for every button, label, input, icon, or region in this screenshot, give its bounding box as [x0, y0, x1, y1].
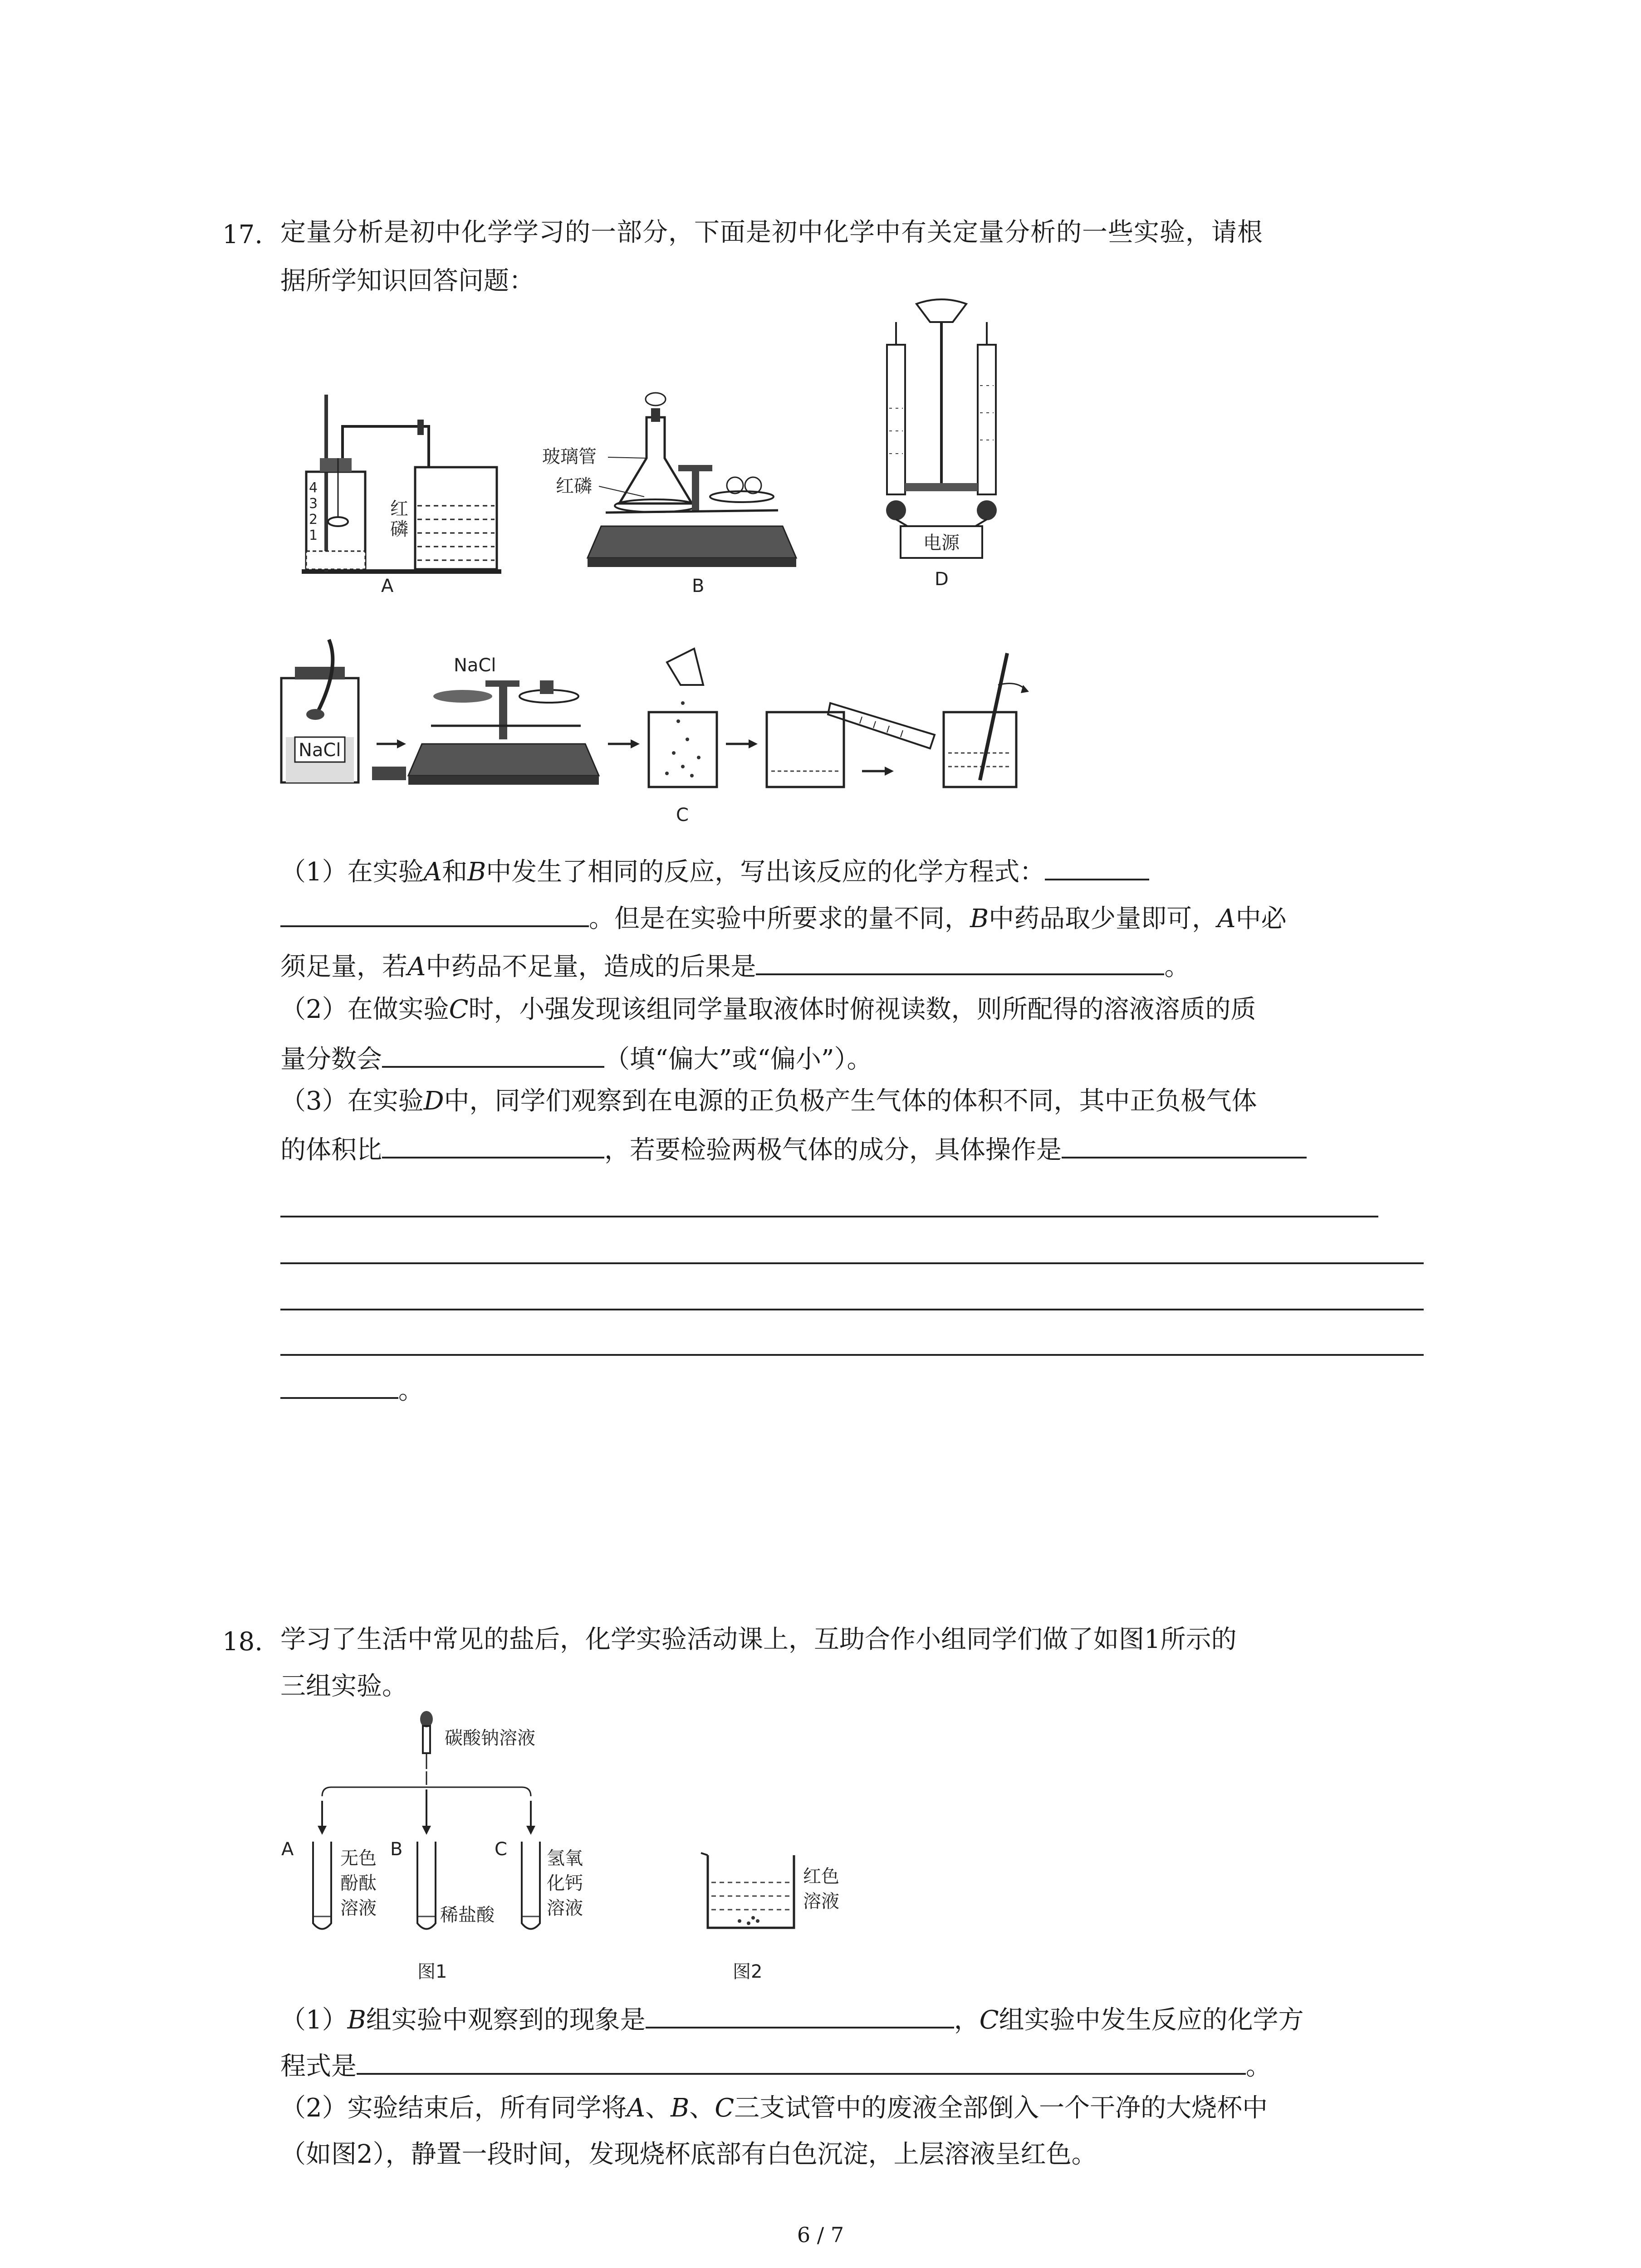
page-number: 6 / 7 [797, 2223, 844, 2247]
q18-intro-line2: 三组实验。 [280, 1672, 407, 1701]
figure-A-label: A [381, 576, 394, 596]
q18-p1-text-c: ， [954, 2005, 980, 2035]
q18-p1-var-B: B [347, 2005, 366, 2035]
figure-1-label: 图1 [417, 1961, 447, 1982]
q18-p2-sep-1: 、 [645, 2093, 671, 2123]
q17-p2-answer-blank[interactable] [382, 1043, 604, 1068]
q17-p3-answer-rule-4[interactable] [280, 1354, 1424, 1356]
q17-p1-line2-text-c: 中必 [1235, 904, 1287, 934]
q18-p1-var-C: C [979, 2005, 999, 2035]
tube-C-solution-1: 氢氧 [547, 1848, 583, 1869]
q17-p2-line2-text-b: （填“偏大”或“偏小”）。 [604, 1045, 872, 1074]
q17-part1-line2 [280, 903, 1287, 932]
red-phosphorus-B-label: 红磷 [556, 476, 592, 497]
q17-p2-text-a: （2）在做实验 [280, 995, 449, 1024]
red-phosphorus-label-2: 磷 [390, 519, 408, 540]
q17-p3-line2-text-b: ，若要检验两极气体的成分，具体操作是 [604, 1135, 1062, 1165]
q18-p1-line2-text-a: 程式是 [280, 2052, 357, 2081]
q18-p2-text-a: （2）实验结束后，所有同学将 [280, 2093, 627, 2123]
q17-part2-line2 [280, 1043, 872, 1072]
nacl-balance-label: NaCl [454, 655, 496, 676]
q18-number: 18. [222, 1627, 263, 1657]
q18-figure [272, 1710, 885, 1987]
jar-scale-3: 3 [309, 496, 318, 512]
q18-p2-sep-2: 、 [689, 2093, 715, 2123]
q17-p1-line2-var-A: A [1217, 904, 1236, 934]
glass-tube-label: 玻璃管 [542, 446, 597, 467]
jar-scale-4: 4 [309, 480, 318, 496]
q18-part1-line2 [280, 2050, 1271, 2079]
q18-p1-answer-blank-2[interactable] [357, 2050, 1246, 2075]
nacl-jar-label: NaCl [299, 740, 341, 761]
q17-p1-line2-var-B: B [970, 904, 989, 934]
jar-scale-1: 1 [309, 528, 318, 543]
tube-A-solution-3: 溶液 [340, 1898, 377, 1919]
q17-p3-var-D: D [423, 1086, 444, 1116]
q18-p1-text-a: （1） [280, 2005, 348, 2035]
q17-part3-end [280, 1374, 424, 1403]
q17-p3-end-mark: 。 [398, 1376, 424, 1405]
q18-part2-line2: （如图2），静置一段时间，发现烧杯底部有白色沉淀，上层溶液呈红色。 [280, 2140, 1097, 2169]
beaker-solution-2: 溶液 [803, 1891, 839, 1912]
q18-p1-text-b: 组实验中观察到的现象是 [366, 2005, 646, 2035]
jar-scale-2: 2 [309, 512, 318, 528]
q18-p1-text-d: 组实验中发生反应的化学方 [999, 2005, 1304, 2035]
q17-p2-text-b: 时，小强发现该组同学量取液体时俯视读数，则所配得的溶液溶质的质 [468, 995, 1256, 1024]
q18-intro-line1: 学习了生活中常见的盐后，化学实验活动课上，互助合作小组同学们做了如图1所示的 [280, 1625, 1237, 1654]
q18-part1-line1 [280, 2004, 1304, 2033]
q17-part1-line3 [280, 951, 1190, 980]
q17-p1-answer-blank-3[interactable] [756, 951, 1164, 975]
figure-A-oxygen-content [297, 390, 510, 596]
tube-C-label: C [495, 1839, 507, 1860]
q17-p1-var-A: A [423, 857, 442, 887]
q17-intro-line2: 据所学知识回答问题： [280, 266, 534, 296]
tube-C-solution-3: 溶液 [547, 1898, 583, 1919]
tube-B-label: B [390, 1839, 403, 1860]
q17-number: 17. [222, 220, 263, 249]
q18-part2-line1 [280, 2093, 1268, 2123]
q17-part3-line2 [280, 1134, 1307, 1163]
tube-C-solution-2: 化钙 [547, 1873, 583, 1894]
tube-B-solution: 稀盐酸 [440, 1905, 495, 1926]
figure-B-label: B [692, 576, 705, 596]
q17-p1-text-c: 中发生了相同的反应，写出该反应的化学方程式： [486, 857, 1045, 887]
tube-A-label: A [281, 1839, 294, 1860]
q18-p2-var-C: C [715, 2093, 735, 2123]
q17-p1-answer-blank-1[interactable] [1045, 856, 1149, 880]
q17-p1-answer-blank-2[interactable] [280, 903, 589, 927]
q17-p1-line2-text-b: 中药品取少量即可， [989, 904, 1218, 934]
q17-p1-text-b: 和 [442, 857, 468, 887]
figure-B-mass-conservation [542, 390, 796, 596]
q17-p3-answer-rule-1[interactable] [280, 1216, 1378, 1217]
q17-intro-line1: 定量分析是初中化学学习的一部分，下面是初中化学中有关定量分析的一些实验，请根 [280, 218, 1263, 247]
q18-p2-var-B: B [671, 2093, 690, 2123]
q17-p1-line3-text-a: 须足量，若 [280, 952, 407, 982]
q17-p1-text-a: （1）在实验 [280, 857, 424, 887]
figure-D-electrolysis [867, 295, 1016, 590]
q17-part2-line1 [280, 997, 1256, 1022]
power-source-label: 电源 [923, 533, 960, 553]
q17-p2-line2-text-a: 量分数会 [280, 1045, 382, 1074]
q17-part3-line1 [280, 1086, 1257, 1116]
q17-p1-line3-var-A: A [407, 952, 426, 982]
figure-2-label: 图2 [733, 1961, 763, 1982]
beaker-solution-1: 红色 [803, 1866, 839, 1887]
q17-p2-var-C: C [449, 995, 469, 1024]
figure-D-label: D [935, 569, 949, 590]
q17-p1-line3-end: 。 [1164, 952, 1190, 982]
q17-p3-answer-rule-3[interactable] [280, 1309, 1424, 1310]
q17-p3-answer-blank-ratio[interactable] [382, 1134, 604, 1158]
q17-p3-answer-blank-end[interactable] [280, 1374, 398, 1399]
q17-p1-var-B: B [467, 857, 486, 887]
q17-p1-line2-text-a: 。但是在实验中所要求的量不同， [589, 904, 970, 934]
q17-p3-answer-rule-2[interactable] [280, 1262, 1424, 1264]
q18-p1-line2-end: 。 [1246, 2052, 1271, 2081]
q17-part1-line1 [280, 856, 1149, 885]
q18-p2-var-A: A [627, 2093, 646, 2123]
figure-C-label: C [676, 805, 689, 826]
q17-p3-line2-text-a: 的体积比 [280, 1135, 382, 1165]
figure-C-solution-prep [272, 635, 1338, 826]
q18-p1-answer-blank-1[interactable] [646, 2004, 954, 2028]
tube-A-solution-2: 酚酞 [340, 1873, 377, 1894]
q17-p3-text-b: 中，同学们观察到在电源的正负极产生气体的体积不同，其中正负极气体 [444, 1086, 1257, 1116]
tube-A-solution-1: 无色 [340, 1848, 377, 1869]
red-phosphorus-label-1: 红 [390, 499, 408, 519]
q18-p2-text-b: 三支试管中的废液全部倒入一个干净的大烧杯中 [734, 2093, 1268, 2123]
q17-p3-answer-blank-operation[interactable] [1062, 1134, 1307, 1158]
q17-p1-line3-text-b: 中药品不足量，造成的后果是 [426, 952, 756, 982]
sodium-carbonate-label: 碳酸钠溶液 [445, 1728, 535, 1749]
q17-p3-text-a: （3）在实验 [280, 1086, 424, 1116]
